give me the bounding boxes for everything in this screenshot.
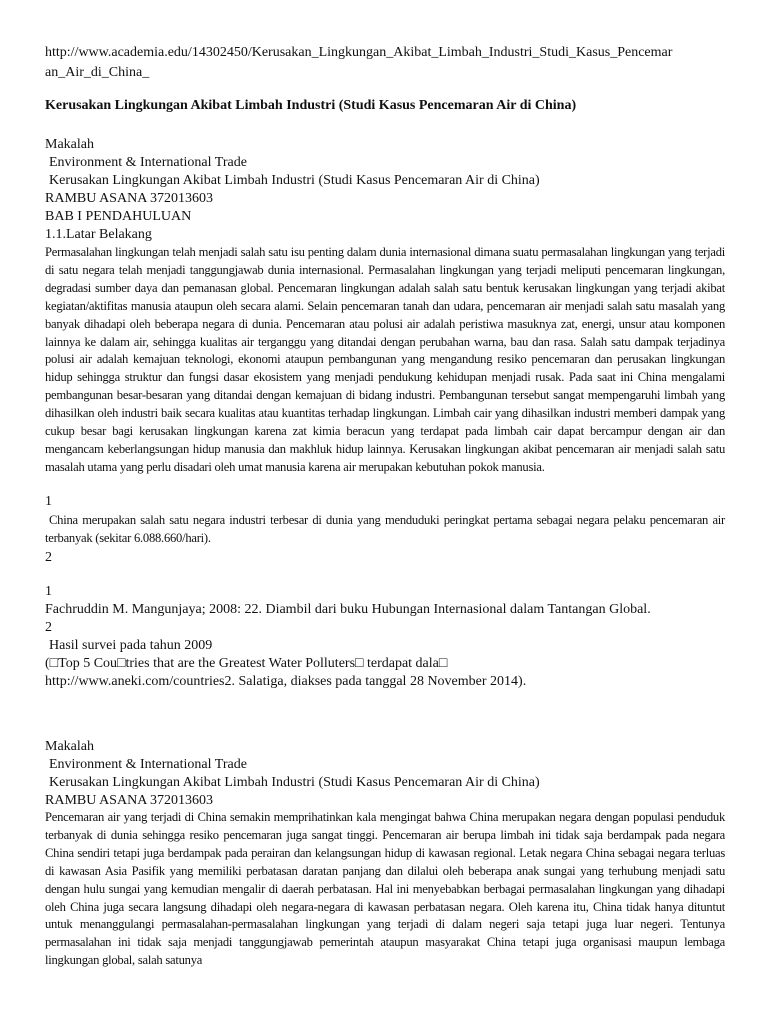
chapter-heading: BAB I PENDAHULUAN [45,209,192,224]
footnote-marker-1: 1 [45,494,52,509]
makalah-label-2: Makalah [45,739,94,754]
paper-subtitle: Kerusakan Lingkungan Akibat Limbah Industri (Studi Kasus Pencemaran Air di China) [49,173,540,188]
footnote-marker-2: 2 [45,550,52,565]
body-paragraph-1: Permasalahan lingkungan telah menjadi salah satu isu penting dalam dunia internasional dimana suatu permasalahan lingkungan yang terjadi di satu negara telah menjadi tanggungjawab dunia internasional. Permasalahan lingkungan yang terjadi meliputi pencemaran lingkungan, degradasi sumber daya dan pemanasan global. Pencemaran lingkungan adalah salah satu bentuk kerusakan lingkungan yang terjadi akibat kegiatan/aktifitas manusia ataupun oleh secara alami. Selain pencemaran tanah dan udara, pencemaran air menjadi salah satu masalah yang banyak dihadapi oleh beberapa negara di dunia. Pencemaran atau polusi air adalah peristiwa masuknya zat, energi, unsur atau komponen lainnya ke dalam air, sehingga kualitas air terganggu yang ditandai dengan perubahan warna, bau dan rasa. Salah satu dampak terjadinya polusi air adalah kemajuan teknologi, ekonomi ataupun pembangunan yang mengandung resiko pencemaran dan perusakan lingkungan hidup sehingga struktur dan fungsi dasar ekosistem yang menjadi pendukung kehidupan menjadi rusak. Pada saat ini China mengalami pembangunan besar-besaran yang ditandai dengan kemajuan di bidang industri. Pembangunan tersebut sangat mempengaruhi limbah yang dihasilkan oleh industri baik secara kualitas atau kuantitas terhadap lingkungan. Limbah cair yang dihasilkan industri memberi dampak yang cukup besar bagi kerusakan lingkungan karena zat kimia beracun yang terdapat pada limbah cair dapat bercampur dengan air dan mengancam keberlangsungan hidup manusia dan makhluk hidup lainnya. Kerusakan lingkungan akibat pencemaran air menjadi salah satu masalah utama yang perlu disadari oleh umat manusia karena air merupakan kebutuhan pokok manusia. [45,245,725,474]
footnote-2-text: Hasil survei pada tahun 2009 [49,638,213,653]
body-paragraph-3: Pencemaran air yang terjadi di China semakin memprihatinkan kala mengingat bahwa China merupakan negara dengan populasi penduduk terbanyak di dunia sehingga resiko pencemaran juga sangat tinggi. Pencemaran air berupa limbah ini tidak saja berdampak pada negara China sendiri tetapi juga berdampak pada perairan dan kelangsungan hidup di kawasan regional. Letak negara China sebagai negara terluas di kawasan Asia Pasifik yang memiliki perbatasan daratan panjang dan dilalui oleh beberapa anak sungai yang terhubung menjadi satu dengan hulu sungai yang kemudian mengalir di daerah perbatasan. Hal ini menyebabkan berbagai permasalahan lingkungan yang dihadapi oleh China juga secara langsung dihadapi oleh negara-negara di kawasan perbatasan negara. Oleh karena itu, China tidak hanya dituntut untuk menanggulangi permasalahan-permasalahan lingkungan yang terjadi di dalam negeri saja tetapi juga luar negeri. Tentunya permasalahan ini tidak saja menjadi tanggungjawab pemerintah ataupun masyarakat China tetapi juga organisasi maupun lembaga lingkungan global, salah satunya [45,810,725,968]
author-line-2: RAMBU ASANA 372013603 [45,793,214,808]
makalah-label: Makalah [45,137,94,152]
footnote-2-link[interactable]: http://www.aneki.com/countries2. Salatiga, diakses pada tanggal 28 November 2014). [45,674,527,689]
footnote-2-source: (□Top 5 Cou□tries that are the Greatest Water Polluters□ terdapat dala□ [45,656,448,671]
body-paragraph-2: China merupakan salah satu negara industri terbesar di dunia yang menduduki peringkat pertama sebagai negara pelaku pencemaran air terbanyak (sekitar 6.088.660/hari). [45,513,725,545]
footnote-1-number: 1 [45,584,52,599]
source-url-line-1[interactable]: http://www.academia.edu/14302450/Kerusakan_Lingkungan_Akibat_Limbah_Industri_Studi_Kasus_Pencemar [45,45,673,60]
course-name-2: Environment & International Trade [49,757,247,772]
footnote-1-text: Fachruddin M. Mangunjaya; 2008: 22. Diambil dari buku Hubungan Internasional dalam Tantangan Global. [45,602,651,617]
author-line: RAMBU ASANA 372013603 [45,191,214,206]
course-name: Environment & International Trade [49,155,247,170]
paper-subtitle-2: Kerusakan Lingkungan Akibat Limbah Industri (Studi Kasus Pencemaran Air di China) [49,775,540,790]
source-url-line-2[interactable]: an_Air_di_China_ [45,65,150,80]
section-heading: 1.1.Latar Belakang [45,227,152,242]
footnote-2-number: 2 [45,620,52,635]
document-title: Kerusakan Lingkungan Akibat Limbah Industri (Studi Kasus Pencemaran Air di China) [45,98,577,113]
